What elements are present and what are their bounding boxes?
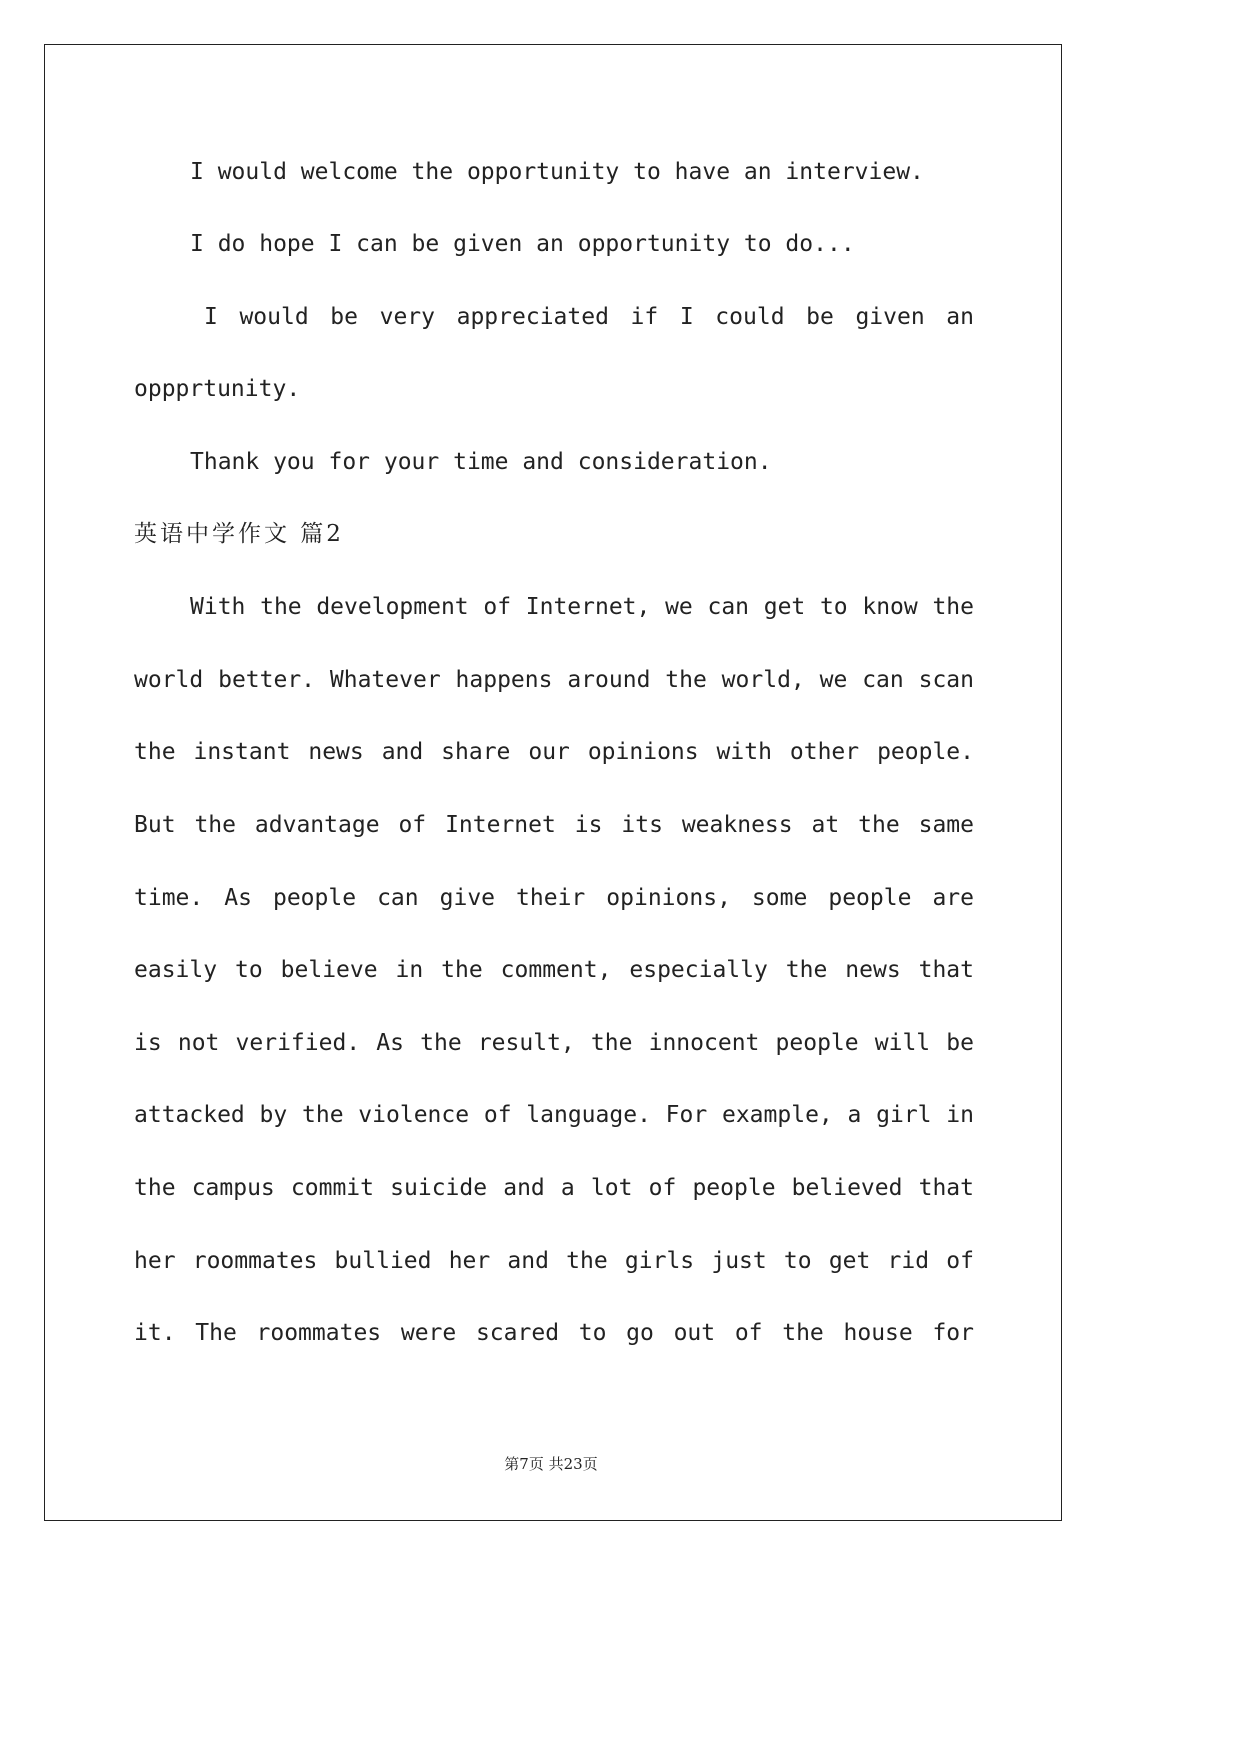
paragraph-line: I would welcome the opportunity to have an interview. xyxy=(190,159,924,185)
body-line: the instant news and share our opinions with other people. xyxy=(134,739,974,765)
body-line: easily to believe in the comment, especially the news that xyxy=(134,957,974,983)
body-line: attacked by the violence of language. For example, a girl in xyxy=(134,1102,974,1128)
body-line: But the advantage of Internet is its weakness at the same xyxy=(134,812,974,838)
body-line: her roommates bullied her and the girls just to get rid of xyxy=(134,1248,974,1274)
paragraph-line: oppprtunity. xyxy=(134,376,301,402)
section-heading: 英语中学作文 篇2 xyxy=(134,521,344,547)
body-line: the campus commit suicide and a lot of people believed that xyxy=(134,1175,974,1201)
body-line: time. As people can give their opinions, some people are xyxy=(134,885,974,911)
body-line: With the development of Internet, we can get to know the xyxy=(190,594,974,620)
page-number-footer: 第7页 共23页 xyxy=(504,1455,598,1473)
paragraph-line: I would be very appreciated if I could be given an xyxy=(204,304,974,330)
paragraph-line: Thank you for your time and consideration. xyxy=(190,449,772,475)
page-border xyxy=(44,44,1062,1521)
body-line: world better. Whatever happens around the world, we can scan xyxy=(134,667,974,693)
body-line: is not verified. As the result, the innocent people will be xyxy=(134,1030,974,1056)
body-line: it. The roommates were scared to go out of the house for xyxy=(134,1320,974,1346)
paragraph-line: I do hope I can be given an opportunity to do... xyxy=(190,231,855,257)
